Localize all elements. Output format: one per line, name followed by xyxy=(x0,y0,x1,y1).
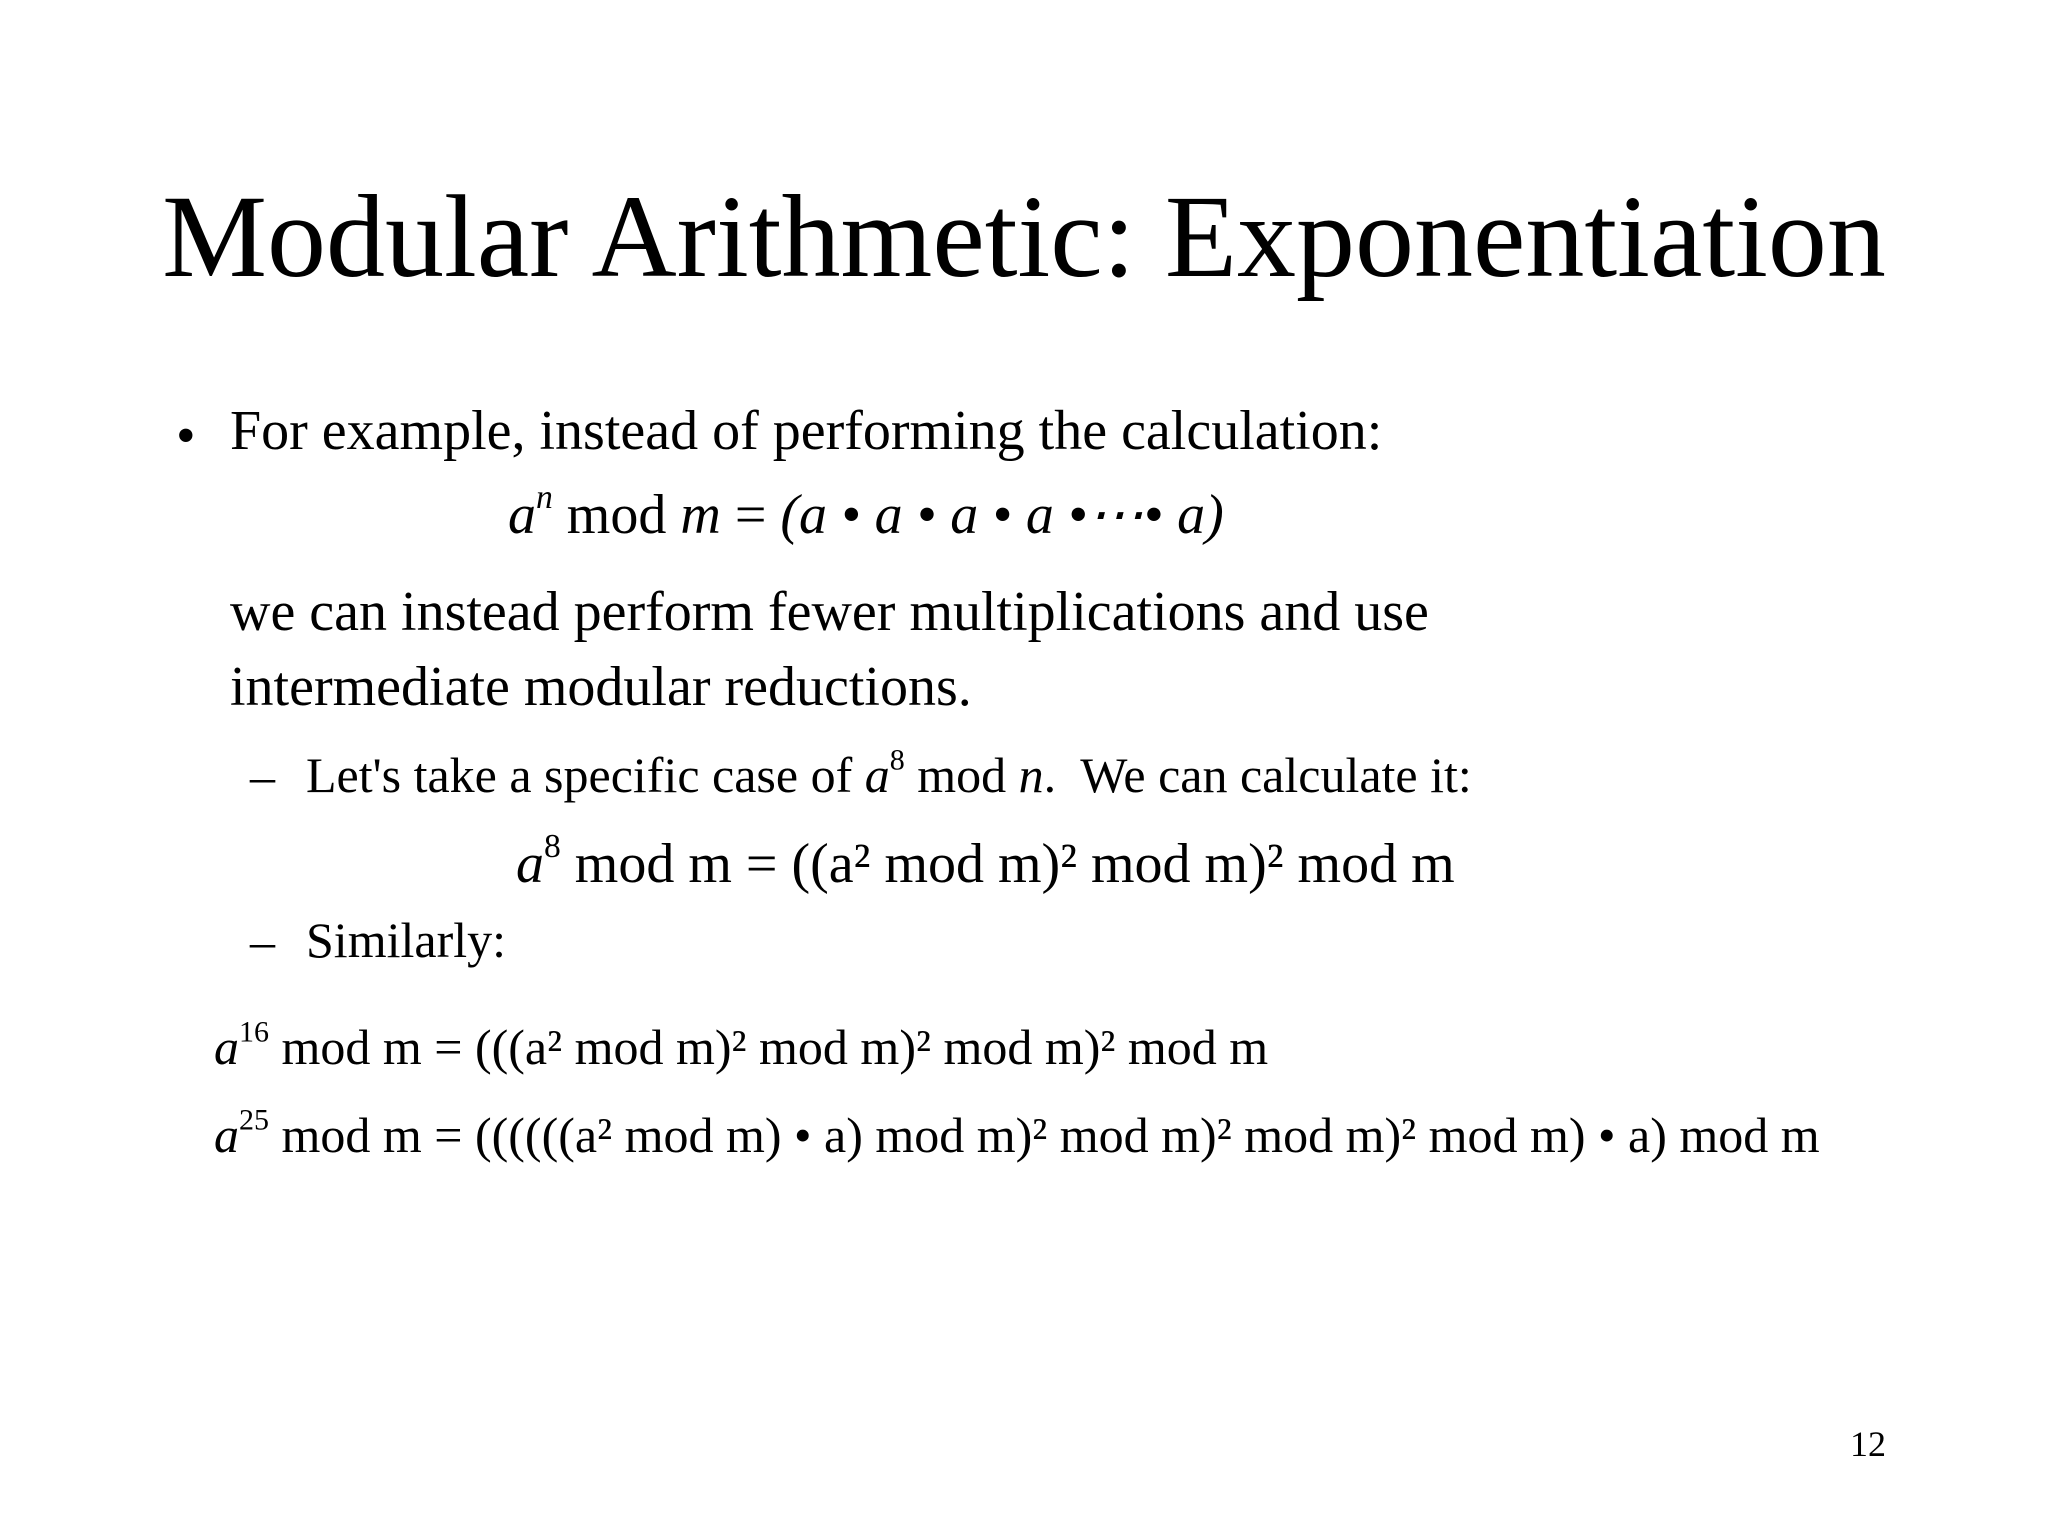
eq25-rhs: mod m = ((((((a² mod m) • a) mod m)² mod m)² mod m)² mod m) • a) mod m xyxy=(281,1107,1820,1163)
sub1-post: . We can calculate it: xyxy=(1043,747,1472,803)
sub-bullet-2-dash: – xyxy=(250,913,275,969)
eq16-rhs: mod m = (((a² mod m)² mod m)² mod m)² mod m xyxy=(281,1019,1269,1075)
eq1-base: a xyxy=(508,484,536,546)
equation-power-8 xyxy=(516,827,1455,895)
sub-bullet-1-dash: – xyxy=(250,748,275,804)
equation-power-16 xyxy=(214,1015,1269,1075)
eq8-rhs: mod m = ((a² mod m)² mod m)² mod m xyxy=(574,833,1455,895)
page-number: 12 xyxy=(1850,1424,1886,1464)
sub1-base: a xyxy=(864,747,890,803)
eq16-exponent: 16 xyxy=(239,1015,269,1049)
sub1-mod: mod xyxy=(904,747,1019,803)
sub1-pre: Let's take a specific case of xyxy=(306,747,865,803)
bullet-1-text: For example, instead of performing the calculation: xyxy=(230,400,1383,462)
equation-power-n xyxy=(508,478,1224,546)
eq1-mod: mod xyxy=(566,484,667,546)
sub-bullet-2-text: Similarly: xyxy=(306,912,506,968)
eq1-exponent: n xyxy=(536,478,553,516)
eq25-base: a xyxy=(214,1107,239,1163)
bullet-marker: • xyxy=(176,405,196,467)
eq16-base: a xyxy=(214,1019,239,1075)
slide-title: Modular Arithmetic: Exponentiation xyxy=(162,171,1886,302)
eq1-modulus: m xyxy=(680,484,721,546)
eq8-exponent: 8 xyxy=(544,827,561,865)
sub1-n: n xyxy=(1018,747,1044,803)
eq1-rhs: (a • a • a • a •⋯• a) xyxy=(780,484,1224,546)
bullet-1-continuation-1: we can instead perform fewer multiplications and use xyxy=(230,581,1429,643)
sub1-exponent: 8 xyxy=(889,743,905,777)
bullet-1-continuation-2: intermediate modular reductions. xyxy=(230,656,972,718)
equation-power-25 xyxy=(214,1103,1820,1163)
eq8-base: a xyxy=(516,833,544,895)
sub-bullet-1-text xyxy=(306,743,1472,803)
eq1-equals: = xyxy=(734,484,767,546)
eq25-exponent: 25 xyxy=(239,1103,269,1137)
